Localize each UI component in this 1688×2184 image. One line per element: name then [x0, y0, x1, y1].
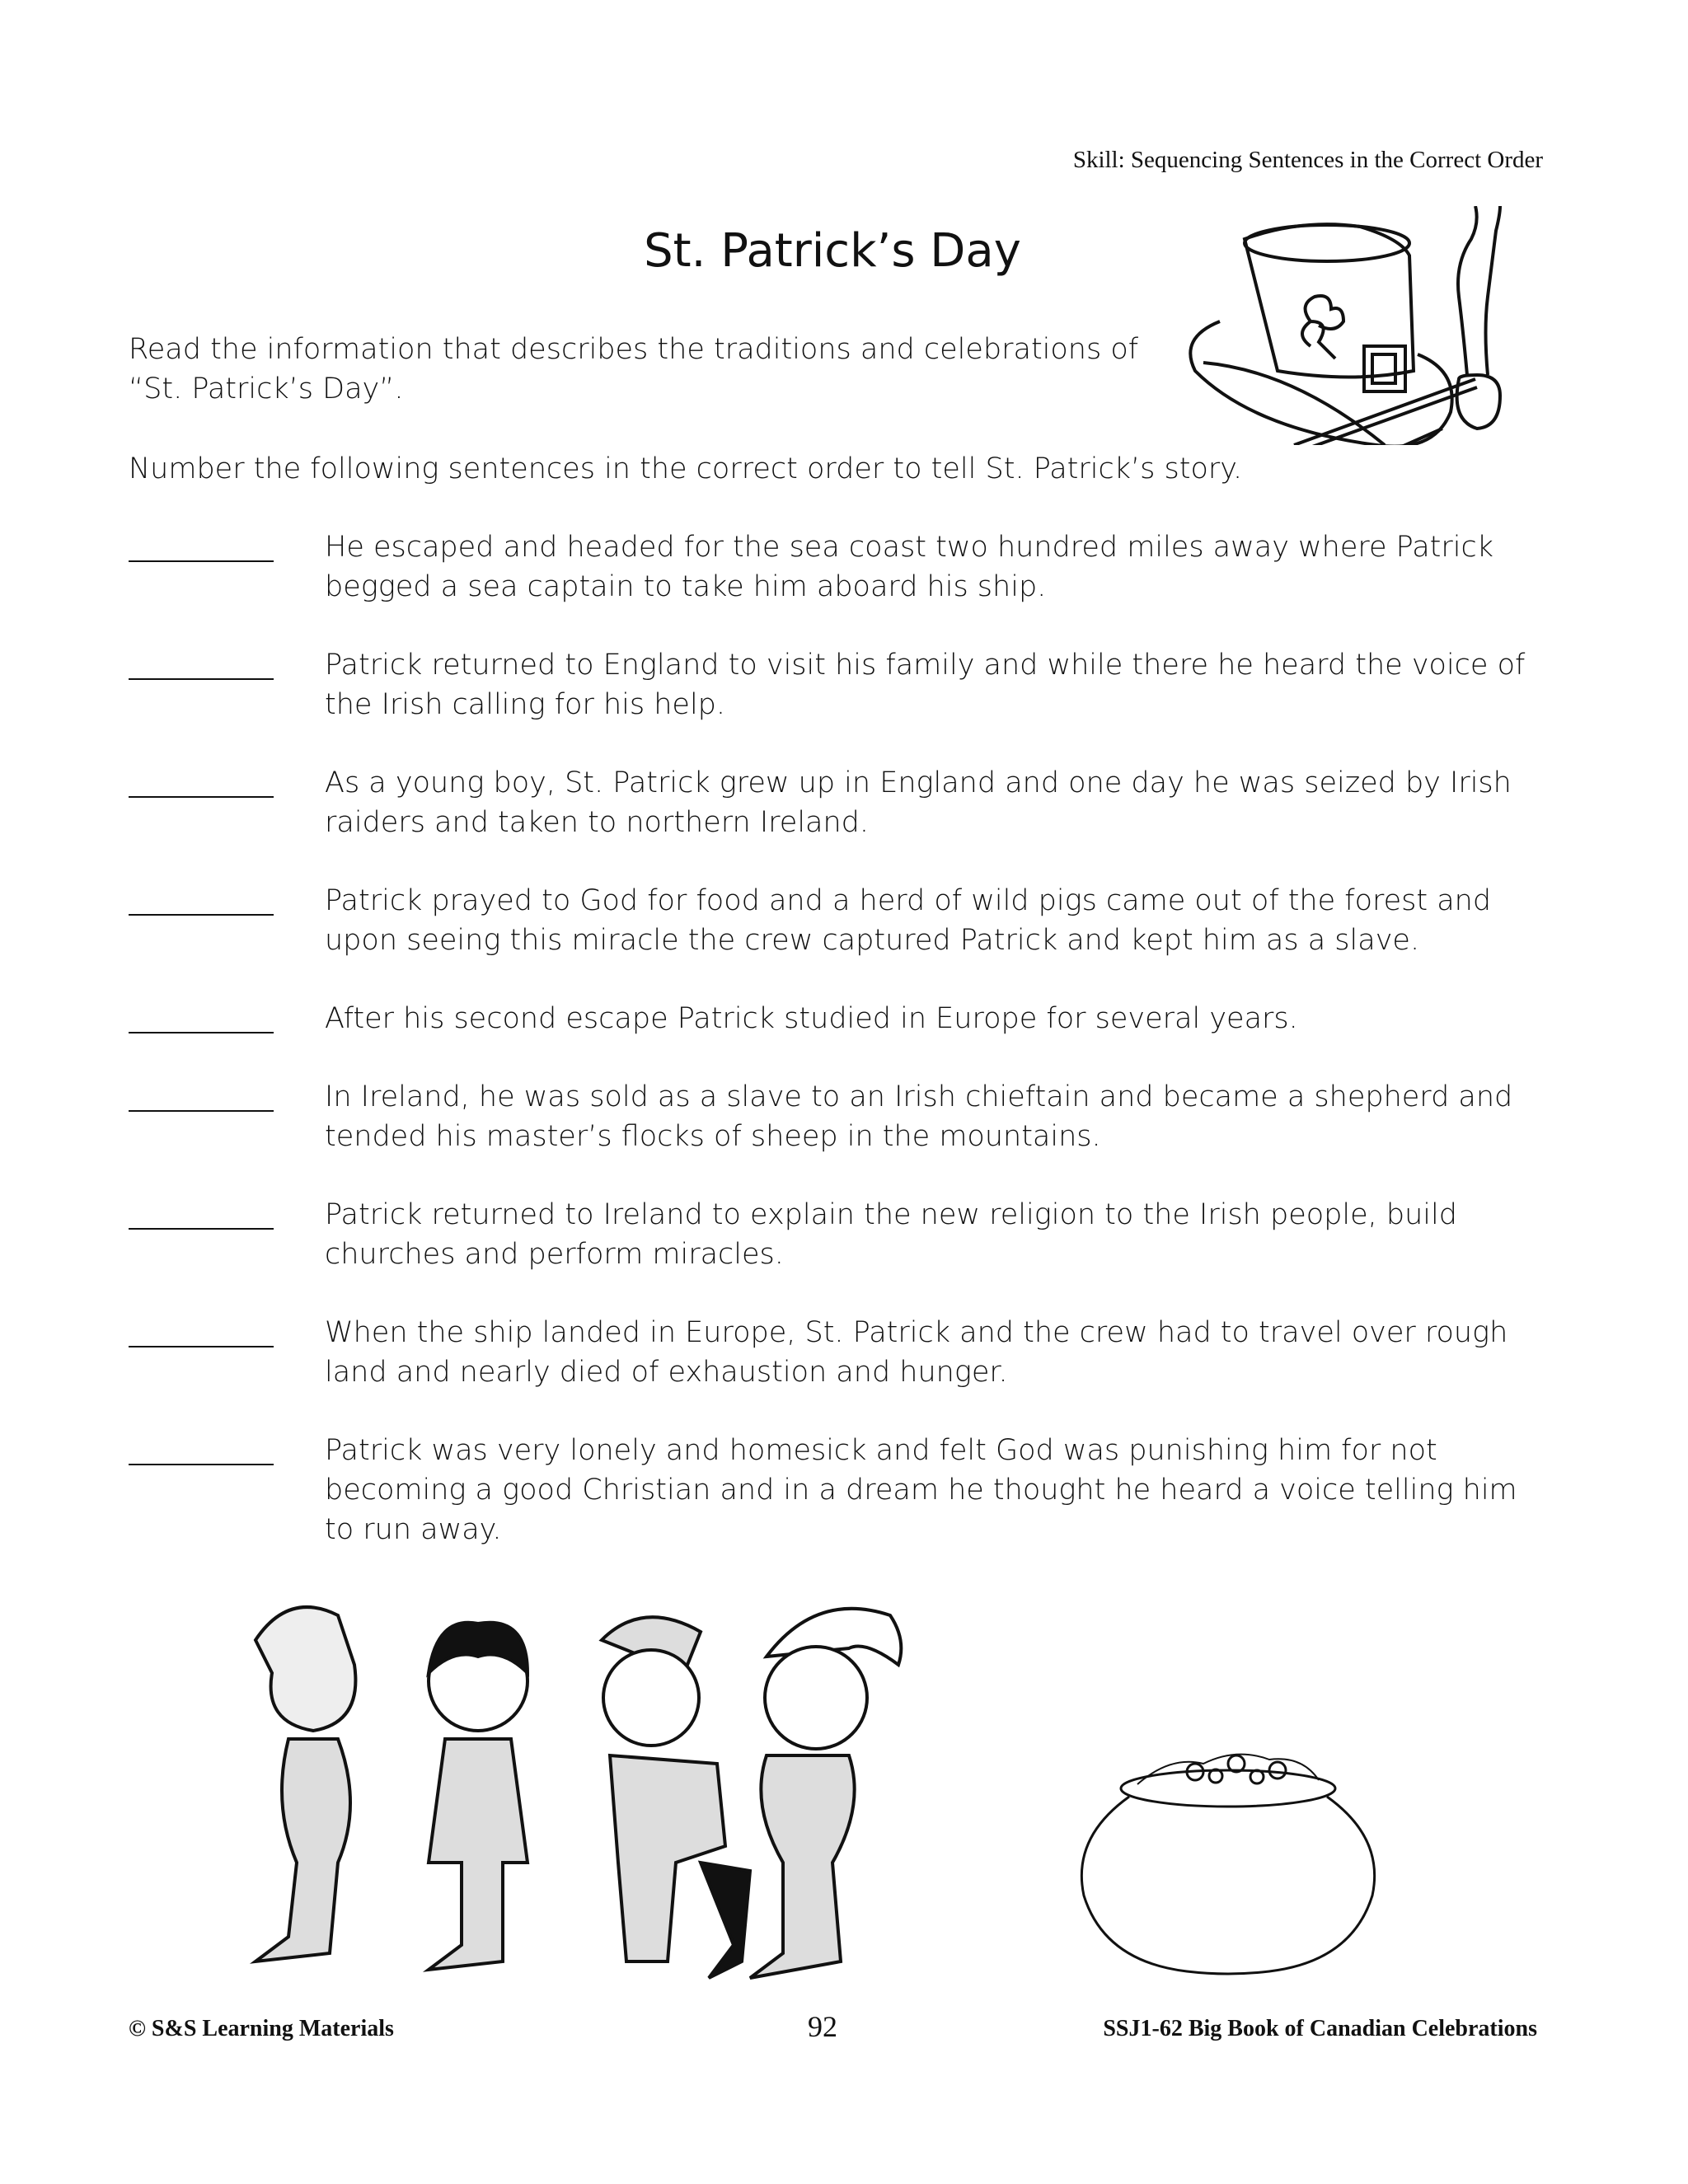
instruction-text: Number the following sentences in the correct order to tell St. Patrick’s story. [129, 452, 1243, 485]
leprechaun-hat-pipe-illustration [1170, 206, 1550, 445]
sentence-text: In Ireland, he was sold as a slave to an Irish chieftain and became a shepherd and tended his master’s flocks of sheep in the mountains. [325, 1080, 1513, 1153]
list-item [129, 1077, 1546, 1156]
sentence-text: Patrick was very lonely and homesick and felt God was punishing him for not becoming a good Christian and in a dream he thought he heard a voice telling him to run away. [325, 1434, 1517, 1546]
answer-blank[interactable] [129, 999, 274, 1033]
answer-blank[interactable] [129, 881, 274, 916]
book-title: SSJ1-62 Big Book of Canadian Celebrations [1103, 2016, 1537, 2041]
list-item [129, 1195, 1546, 1274]
sentence-text: He escaped and headed for the sea coast two hundred miles away where Patrick begged a sea captain to take him aboard his ship. [325, 531, 1493, 603]
sentence-text: Patrick prayed to God for food and a herd of wild pigs came out of the forest and upon seeing this miracle the crew captured Patrick and kept him as a slave. [325, 884, 1492, 957]
intro-text: Read the information that describes the traditions and celebrations of “St. Patrick’s Day”. [129, 333, 1139, 405]
answer-blank[interactable] [129, 763, 274, 798]
list-item [129, 1431, 1546, 1549]
sequence-list [129, 527, 1546, 1588]
sentence-text: When the ship landed in Europe, St. Patrick and the crew had to travel over rough land and nearly died of exhaustion and hunger. [325, 1316, 1508, 1389]
copyright-text: © S&S Learning Materials [129, 2016, 394, 2041]
answer-blank[interactable] [129, 1077, 274, 1112]
list-item [129, 881, 1546, 960]
list-item [129, 645, 1546, 724]
list-item [129, 527, 1546, 607]
answer-blank[interactable] [129, 1313, 274, 1347]
page-number: 92 [808, 2010, 837, 2043]
answer-blank[interactable] [129, 645, 274, 680]
sentence-text: Patrick returned to Ireland to explain the new religion to the Irish people, build churches and perform miracles. [325, 1198, 1457, 1271]
list-item [129, 763, 1546, 842]
sentence-text: After his second escape Patrick studied in Europe for several years. [325, 1002, 1298, 1035]
page-title: St. Patrick’s Day [644, 224, 1021, 278]
pot-of-gold-illustration [1071, 1739, 1385, 1978]
skill-label: Skill: Sequencing Sentences in the Correct Order [1072, 147, 1543, 173]
answer-blank[interactable] [129, 527, 274, 562]
leprechauns-illustration [239, 1591, 964, 2003]
sentence-text: Patrick returned to England to visit his family and while there he heard the voice of the Irish calling for his help. [325, 649, 1526, 721]
list-item [129, 999, 1546, 1038]
sentence-text: As a young boy, St. Patrick grew up in England and one day he was seized by Irish raiders and taken to northern Ireland. [325, 766, 1512, 839]
answer-blank[interactable] [129, 1195, 274, 1230]
list-item [129, 1313, 1546, 1392]
answer-blank[interactable] [129, 1431, 274, 1465]
